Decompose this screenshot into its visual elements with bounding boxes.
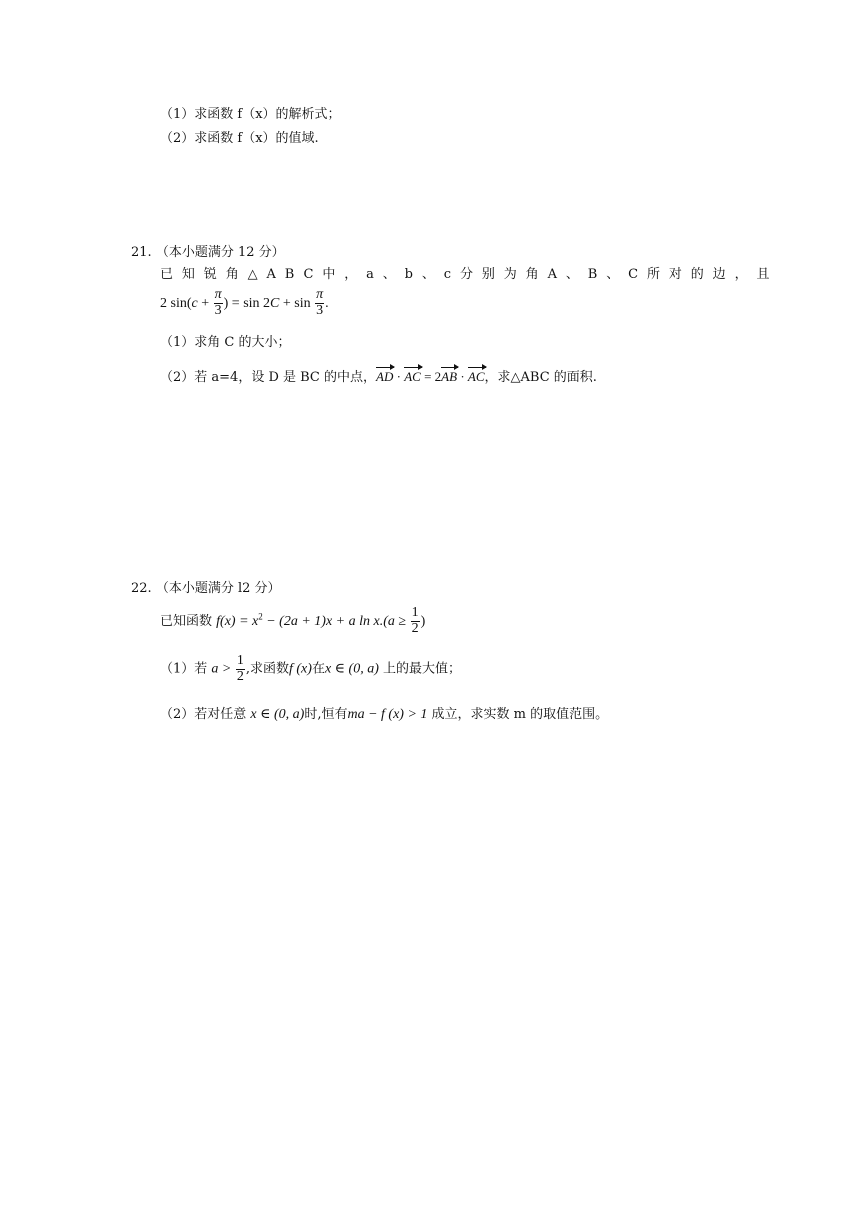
eq-sin-prefix: 2 sin( — [160, 296, 192, 312]
dot: · — [457, 369, 468, 384]
q22-header: （本小题满分 l2 分） — [155, 581, 281, 596]
vector-AC-2: AC — [467, 369, 485, 384]
q22-p2-mid: 时,恒有 — [304, 707, 348, 722]
q20-part2: （2）求函数 f（x）的值域. — [160, 131, 319, 146]
frac-num: 1 — [236, 653, 244, 668]
q21-part2-prefix: （2）若 a=4，设 D 是 BC 的中点， — [160, 370, 377, 385]
q22-number: 22. — [131, 581, 152, 596]
fraction-one-half — [411, 606, 420, 636]
eq-square: 2 — [258, 611, 263, 622]
eq-f: f — [216, 614, 221, 630]
eq-C: C — [270, 296, 280, 312]
q21-part1: （1）求角 C 的大小； — [160, 335, 291, 350]
eq-inequality: ma − f (x) > 1 — [347, 707, 428, 722]
fraction-pi-over-3-b — [315, 288, 324, 318]
vector-AD: AD — [376, 369, 394, 384]
q22-intro — [160, 606, 425, 636]
q22-heading — [131, 582, 281, 595]
frac-den: 3 — [214, 302, 222, 318]
q22-p1-suffix: 上的最大值； — [378, 661, 461, 677]
q21-part2 — [160, 370, 597, 384]
dot: · — [393, 369, 405, 384]
frac-den: 2 — [411, 620, 419, 636]
eq-close: ) — [420, 614, 426, 630]
eq-fx: f (x) — [289, 661, 312, 677]
eq-x: (x) = x — [220, 614, 259, 630]
eq-period: . — [325, 296, 329, 312]
eq-rhs2: + sin — [279, 296, 315, 312]
fraction-one-half-p1 — [236, 654, 245, 684]
q22-p1-mid: ,求函数 — [245, 661, 289, 677]
frac-num: π — [316, 287, 324, 302]
eq-a-gt: a > — [211, 661, 235, 677]
vector-AB: AB — [441, 369, 458, 384]
q20-part1: （1）求函数 f（x）的解析式； — [160, 107, 341, 122]
frac-den: 3 — [316, 302, 324, 318]
q22-p1-in: 在 — [311, 661, 325, 677]
frac-num: π — [214, 287, 222, 302]
eq-rhs: ) = sin 2 — [223, 296, 271, 312]
q22-part2 — [160, 708, 608, 722]
fraction-pi-over-3 — [214, 288, 223, 318]
frac-den: 2 — [236, 668, 244, 684]
vector-AC: AC — [404, 369, 421, 384]
eq-equals-2: = 2 — [420, 369, 442, 384]
q22-part1 — [160, 654, 461, 684]
q22-intro-prefix: 已知函数 — [160, 614, 217, 630]
q21-equation — [160, 288, 329, 318]
q21-number: 21. — [131, 245, 152, 260]
eq-c: c — [191, 296, 198, 312]
eq-plus: + — [197, 296, 213, 312]
eq-x-interval: x ∈ (0, a) — [324, 661, 379, 677]
eq-x-interval-2: x ∈ (0, a) — [250, 707, 305, 722]
q21-header: （本小题满分 12 分） — [155, 245, 285, 260]
frac-num: 1 — [411, 605, 419, 620]
q22-p2-prefix: （2）若对任意 — [160, 707, 251, 722]
q22-p2-suffix: 成立，求实数 m 的取值范围。 — [427, 707, 609, 722]
q21-heading — [131, 246, 285, 259]
q21-part2-suffix: ，求△ABC 的面积. — [484, 370, 597, 385]
eq-mid: − (2a + 1)x + a ln x.(a ≥ — [262, 614, 410, 630]
q22-p1-prefix: （1）若 — [160, 661, 212, 677]
q21-intro: 已知锐角△ABC中，a、b、c分别为角A、B、C所对的边，且 — [160, 267, 779, 282]
